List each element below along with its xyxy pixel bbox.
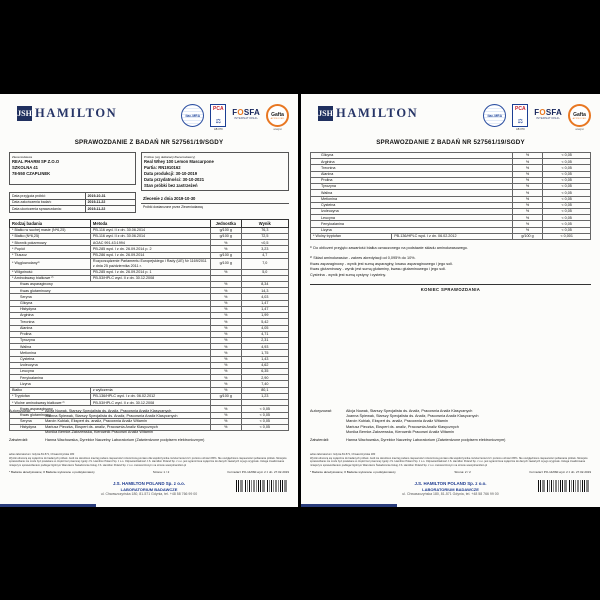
- cell-method: PB-53/HPLC wyd. II z dn. 30.12.2008: [90, 400, 210, 406]
- authorized-label: Autoryzował:: [310, 408, 332, 413]
- cell-value: 4,71: [241, 331, 288, 337]
- cell-label: Data ukończenia sprawozdania:: [10, 206, 86, 213]
- cell-unit: %: [512, 227, 543, 233]
- cell-value: 7,40: [241, 381, 288, 387]
- footer-legend: * Badanie akredytowane; # Badanie wykonane u podwykonawcy: [310, 470, 396, 474]
- cell-name: * Węglowodany¹⁾: [10, 258, 91, 269]
- cell-unit: %: [512, 153, 543, 159]
- cell-unit: %: [210, 337, 241, 343]
- fosfa-logo: [534, 108, 562, 120]
- hamilton-wordmark: HAMILTON: [336, 106, 419, 120]
- cell-unit: %: [210, 306, 241, 312]
- barcode-icon: [538, 480, 590, 492]
- cell-value: < 0,05: [543, 159, 591, 165]
- footnote-2: [310, 256, 591, 279]
- fosfa-subtitle: INTERNATIONAL: [536, 117, 561, 120]
- cell-name: Leucyna: [10, 369, 211, 375]
- bottom-accent-bar: [301, 504, 397, 507]
- cell-label: Data przyjęcia próbki:: [10, 193, 86, 200]
- dates-table: [9, 192, 136, 213]
- cell-value: 1,47: [241, 306, 288, 312]
- pca-glyph-icon: ⚖: [215, 119, 221, 125]
- cell-unit: %: [210, 246, 241, 252]
- cell-value: < 0,05: [543, 215, 591, 221]
- end-divider: [310, 284, 591, 285]
- cell-value: 1,99: [241, 313, 288, 319]
- report-page-1: [0, 94, 298, 507]
- pca-logo-icon: [512, 104, 528, 127]
- footer-legend: * Badanie akredytowane; # Badanie wykonane u podwykonawcy: [9, 470, 95, 474]
- pca-logo-icon: [210, 104, 226, 127]
- authorized-entries: [45, 409, 289, 436]
- sample-line: Real Whey 100 Lemon Mascarpone: [144, 158, 214, 164]
- cell-value: 1,75: [241, 350, 288, 356]
- cell-method: PB-53/HPLC wyd. II z dn. 30.12.2008: [90, 275, 210, 281]
- cell-value: 2,90: [241, 375, 288, 381]
- cell-name: Fenyloalanina: [10, 375, 211, 381]
- cell-name: Metionina: [311, 196, 513, 202]
- approved-person: Hanna Wachowska, Dyrektor Naczelny Laboratorium (Zatwierdzone podpisem elektronicznym): [346, 437, 506, 442]
- cell-name: Alanina: [10, 325, 211, 331]
- authorized-person: Alicja Nowak, Starszy Specjalista ds. Analiz, Pracownia Analiz Klasycznych: [346, 408, 473, 413]
- report-title: SPRAWOZDANIE Z BADAŃ NR 527561/19/SGDY: [376, 139, 525, 146]
- cell-unit: %: [210, 356, 241, 362]
- cell-unit: %: [210, 331, 241, 337]
- hamilton-wordmark: HAMILTON: [35, 106, 118, 120]
- cell-unit: %: [210, 375, 241, 381]
- company-lab: LABORATORIUM BADAWCZE: [422, 486, 479, 492]
- cell-name: Arginina: [10, 313, 211, 319]
- header-metoda: Metoda: [90, 219, 210, 227]
- cell-value: 14,3: [241, 288, 288, 294]
- cell-unit: %: [512, 208, 543, 214]
- cell-unit: %: [512, 221, 543, 227]
- cell-value: < 0,05: [241, 412, 288, 418]
- header-rodzaj-badania: Rodzaj badania: [10, 219, 91, 227]
- cell-name: Prolina: [311, 177, 513, 183]
- cell-value: < 0,05: [241, 406, 288, 412]
- cell-value: < 0,05: [543, 202, 591, 208]
- cell-name: Alanina: [311, 171, 513, 177]
- sample-line: Partia: RN1910162: [144, 164, 181, 170]
- accreditation-logos: [483, 104, 591, 131]
- cell-unit: %: [210, 300, 241, 306]
- cell-unit: %: [210, 281, 241, 287]
- cell-name: * Błonnik pokarmowy: [10, 240, 91, 246]
- footer-row: [9, 470, 289, 474]
- company-address: ul. Chwaszczyńska 180, 81-571 Gdynia, tel. +48 58 766 99 00: [402, 492, 499, 497]
- barcode-icon: [236, 480, 288, 492]
- cell-name: * Białko w suchej masie (N*6,25): [10, 227, 91, 233]
- disclaimer-paragraph: Wyniki odnoszą się wyłącznie do badanych próbek. Jeśli nie określono inaczej podano niepewność rozszerzoną pomiaru dla współczynnika rozszerzenia k=2 i poziomu ufności 95%. Nie uwzględniono niepewności pobierania próbek. Niniejsze sprawozdanie nie może być powielane w części bez pisemnej zgody J.S. Hamilton Poland Sp. z o.o. Odpowiedzialność J.S. Hamilton Poland Sp. z o.o. jest ograniczona wyłącznie do danych zawartych w jego oryginale. Usługa zrealizowana niniejszym sprawozdaniem podlega Ogólnym Warunkom Świadczenia Usług J.S. Hamilton Poland Sp. z o.o. zamieszczonym na stronie www.jshamilton.pl: [310, 456, 588, 467]
- table-row: [10, 193, 136, 200]
- header-wynik: Wynik: [241, 219, 288, 227]
- fosfa-logo: [232, 108, 260, 120]
- sample-lines: [144, 159, 286, 189]
- authorized-person: Mariusz Pieczka, Ekspert ds. analiz, Pracownia Analiz Klasycznych: [346, 424, 459, 429]
- cell-value: 4,03: [241, 294, 288, 300]
- authorized-entries: [346, 409, 591, 436]
- cell-name: Leucyna: [311, 215, 513, 221]
- cell-value: 2,31: [241, 337, 288, 343]
- cell-unit: %: [210, 412, 241, 418]
- cell-unit: %: [512, 159, 543, 165]
- page-number: Strona: 2 / 2: [454, 470, 471, 474]
- gafta-logo: [568, 104, 591, 131]
- cell-name: Kwas glutaminowy: [10, 288, 211, 294]
- sample-box: [141, 152, 289, 191]
- pca-glyph-icon: ⚖: [517, 119, 523, 125]
- cell-method: AOAC 991.43:1994: [90, 240, 210, 246]
- company-name: J.S. HAMILTON POLAND Sp. z o.o.: [112, 480, 186, 486]
- cell-name: Treonina: [311, 165, 513, 171]
- cell-value: < 0,05: [241, 418, 288, 424]
- cell-unit: %: [210, 269, 241, 275]
- cell-unit: %: [210, 369, 241, 375]
- page-number: Strona: 1 / 2: [152, 470, 170, 474]
- cell-method: PB-285 wyd. I z dn. 26.09.2014 p. 1: [90, 269, 210, 275]
- client-label: Zleceniodawca: [12, 154, 33, 159]
- cell-unit: %: [210, 350, 241, 356]
- cell-unit: %: [512, 215, 543, 221]
- cell-unit: %: [210, 406, 241, 412]
- cell-name: Walina: [311, 190, 513, 196]
- gafta-approved-label: APPROVED: [270, 117, 285, 120]
- sample-line: Data przydatności: 30-10-2021: [144, 176, 205, 182]
- cell-value: < 0,05: [543, 171, 591, 177]
- cell-unit: %: [210, 288, 241, 294]
- cell-value: < 0,05: [543, 153, 591, 159]
- cell-method: PB-136/HPLC wyd. I z dn. 06.02.2012: [392, 233, 512, 239]
- gafta-logo: [266, 104, 289, 131]
- cell-unit: %: [512, 196, 543, 202]
- cell-unit: g/100 g: [512, 233, 543, 239]
- cell-name: * Wolny tryptofan: [311, 233, 392, 239]
- cell-value: 7,0: [241, 258, 288, 269]
- hamilton-monogram-icon: JSH: [318, 106, 333, 121]
- report-page-2: [301, 94, 600, 507]
- cell-label: Data zakończenia badań:: [10, 199, 86, 206]
- client-line: SZKOLNA 41: [12, 164, 38, 170]
- cell-value: 6,35: [241, 369, 288, 375]
- cell-value: 4,7: [241, 252, 288, 258]
- approved-person: Hanna Wachowska, Dyrektor Naczelny Laboratorium (Zatwierdzone podpisem elektronicznym): [45, 437, 205, 442]
- hamilton-logo: [318, 106, 418, 121]
- authorized-label: Autoryzował:: [9, 408, 31, 413]
- cell-value: < 0,05: [543, 190, 591, 196]
- cell-unit: %: [210, 319, 241, 325]
- results-table-page2: [310, 152, 591, 240]
- cell-name: * Wilgotność: [10, 269, 91, 275]
- authorized-person: Marcin Kubiak, Ekspert ds. analiz, Pracownia Analiz Witamin: [45, 419, 147, 424]
- bottom-accent-bar: [0, 504, 96, 507]
- cell-name: * Wolne aminokwasy białkowe ²⁾: [10, 400, 91, 406]
- cell-value: < 0,05: [241, 425, 288, 431]
- cell-name: Cysteina: [311, 202, 513, 208]
- cell-unit: g/100 g: [210, 227, 241, 233]
- company-lab: LABORATORIUM BADAWCZE: [120, 486, 178, 492]
- cell-unit: g/100 g: [210, 234, 241, 240]
- cell-method: PB-286 wyd. I z dn. 26.09.2014: [90, 252, 210, 258]
- authorized-person: Monika Bernke-Zakrzewska, Kierownik Pracowni Analiz Witamin: [346, 429, 455, 434]
- cell-method: PB-116 wyd. II z dn. 30.06.2014: [90, 234, 210, 240]
- cell-method: PB-116 wyd. II z dn. 30.06.2014: [90, 227, 210, 233]
- sample-line: Data produkcji: 30-10-2019: [144, 170, 198, 176]
- pca-word: PCA: [515, 106, 526, 112]
- pca-accreditation-number: AB 079: [214, 128, 223, 131]
- gafta-approved-label: APPROVED: [572, 117, 587, 120]
- results-table-page1: [9, 219, 289, 431]
- disclaimer-paragraph: Wyniki odnoszą się wyłącznie do badanych próbek. Jeśli nie określono inaczej podano niepewność rozszerzoną pomiaru dla współczynnika rozszerzenia k=2 i poziomu ufności 95%. Nie uwzględniono niepewności pobierania próbek. Niniejsze sprawozdanie nie może być powielane w części bez pisemnej zgody J.S. Hamilton Poland Sp. z o.o. Odpowiedzialność J.S. Hamilton Poland Sp. z o.o. jest ograniczona wyłącznie do danych zawartych w jego oryginale. Usługa zrealizowana niniejszym sprawozdaniem podlega Ogólnym Warunkom Świadczenia Usług J.S. Hamilton Poland Sp. z o.o. zamieszczonym na stronie www.jshamilton.pl: [9, 456, 287, 467]
- cell-value: 1,47: [241, 300, 288, 306]
- cell-unit: %: [210, 240, 241, 246]
- cell-value: < 0,05: [543, 196, 591, 202]
- cell-unit: %: [210, 325, 241, 331]
- cell-value: 1,43: [241, 356, 288, 362]
- gafta-word: Gafta: [271, 111, 284, 118]
- cell-name: Kwas asparaginowy: [10, 406, 211, 412]
- cell-value: 2019-10-31: [85, 193, 135, 200]
- cell-unit: %: [512, 171, 543, 177]
- cell-name: Seryna: [10, 294, 211, 300]
- cell-method: Rozporządzenie Parlamentu Europejskiego i Rady (UE) Nr 1169/2011 z dnia 25 października 2011 r.: [90, 258, 210, 269]
- cell-name: Tyrozyna: [311, 184, 513, 190]
- client-box: [9, 152, 136, 185]
- disclaimer-text: [310, 453, 591, 467]
- cell-value: 4,93: [241, 344, 288, 350]
- cell-name: Glicyna: [311, 153, 513, 159]
- cell-name: * Tłuszcz: [10, 252, 91, 258]
- cell-value: 4,62: [241, 362, 288, 368]
- authorized-person: Joanna Śpiewak, Starszy Specjalista ds. Analiz, Pracownia Analiz Klasycznych: [45, 413, 178, 418]
- cell-name: Seryna: [10, 418, 211, 424]
- cell-method: PB-136/HPLC wyd. I z dn. 06.02.2012: [90, 393, 210, 399]
- cell-name: Treonina: [10, 319, 211, 325]
- gafta-ring-icon: [568, 104, 591, 127]
- cell-unit: %: [210, 387, 241, 393]
- header-jednostka: Jednostka: [210, 219, 241, 227]
- gafta-note: analyst: [273, 128, 282, 131]
- ilac-mra-logo-icon: ilac-MRA: [181, 104, 204, 127]
- client-line: 78-550 CZAPLINEK: [12, 170, 51, 176]
- gafta-ring-icon: [266, 104, 289, 127]
- cell-unit: %: [512, 184, 543, 190]
- delivery-note: Próbki dostarczone przez Zleceniodawcę: [141, 203, 289, 210]
- pca-logo: [210, 104, 226, 131]
- lab-address-line: adres laboratorium: Gdynia 81-571, Chwaszczyńska 180: [310, 452, 376, 456]
- results-header-row: [10, 219, 289, 227]
- page-header: [9, 94, 289, 132]
- fosfa-wordmark-icon: FOSFA: [534, 108, 562, 117]
- authorization-block: [310, 409, 591, 443]
- hamilton-logo: [17, 106, 117, 121]
- authorized-person: Marcin Kubiak, Ekspert ds. analiz, Pracownia Analiz Witamin: [346, 419, 448, 424]
- authorized-person: Joanna Śpiewak, Starszy Specjalista ds. Analiz, Pracownia Analiz Klasycznych: [346, 413, 479, 418]
- footer-row: [310, 470, 591, 474]
- lab-address-line: adres laboratorium: Gdynia 81-571, Chwaszczyńska 180: [9, 452, 75, 456]
- cell-name: Glicyna: [10, 300, 211, 306]
- cell-unit: %: [512, 202, 543, 208]
- company-address: ul. Chwaszczyńska 180, 81-571 Gdynia, tel. +48 58 766 99 00: [100, 492, 198, 497]
- cell-name: Prolina: [10, 331, 211, 337]
- company-name: J.S. HAMILTON POLAND Sp. z o.o.: [414, 480, 487, 486]
- gafta-note: analyst: [575, 128, 584, 131]
- cell-value: < 0,05: [543, 227, 591, 233]
- authorized-person: Monika Bernke-Zakrzewska, Kierownik Pracowni Analiz Witamin: [45, 429, 154, 434]
- report-title: SPRAWOZDANIE Z BADAŃ NR 527561/19/SGDY: [74, 139, 224, 146]
- form-number: Formularz PO-14/08d wyd. 2 z dn. 27.02.2019: [227, 470, 289, 474]
- accreditation-logos: [181, 104, 289, 131]
- pca-word: PCA: [213, 106, 224, 112]
- pca-accreditation-number: AB 079: [516, 128, 525, 131]
- disclaimer-text: [9, 453, 289, 467]
- cell-value: 3,23: [241, 246, 288, 252]
- page-header: [310, 94, 591, 132]
- cell-value: 2019-11-22: [85, 206, 135, 213]
- footnote-2-line: Cysteina - wynik jest sumą cystyny i cysteiny.: [310, 273, 387, 278]
- cell-method: z wyliczenia: [90, 387, 210, 393]
- cell-value: < 0,05: [543, 221, 591, 227]
- fosfa-wordmark-icon: FOSFA: [232, 108, 260, 117]
- cell-name: Arginina: [311, 159, 513, 165]
- order-date: Zlecenie z dnia 2019-10-30: [143, 196, 196, 202]
- footnote-2-line: Kwas asparaginowy - wynik jest sumą asparaginy, kwasu asparaginowego i jego soli.: [310, 261, 454, 266]
- cell-unit: %: [210, 418, 241, 424]
- cell-value: <0,5: [241, 240, 288, 246]
- cell-value: 1,23: [241, 393, 288, 399]
- footnote-2-line: Kwas glutaminowy - wynik jest sumą glutaminy, kwasu glutaminowego i jego soli.: [310, 267, 447, 272]
- cell-name: Lizyna: [311, 227, 513, 233]
- approved-label: Zatwierdził:: [9, 437, 29, 442]
- cell-value: < 0,05: [543, 165, 591, 171]
- cell-value: < 0,05: [543, 177, 591, 183]
- cell-unit: %: [512, 165, 543, 171]
- authorized-person: Mariusz Pieczka, Ekspert ds. analiz, Pracownia Analiz Klasycznych: [45, 424, 158, 429]
- cell-unit: %: [210, 294, 241, 300]
- cell-value: 8,34: [241, 281, 288, 287]
- footnote-1: ¹⁾ Do obliczeń przyjęto zawartość białka oznaczonego na podstawie składu aminokwasowego.: [310, 246, 468, 251]
- cell-value: 72,5: [241, 234, 288, 240]
- approved-label: Zatwierdził:: [310, 437, 330, 442]
- authorization-block: [9, 409, 289, 443]
- cell-unit: %: [210, 425, 241, 431]
- cell-unit: g/100 g: [210, 393, 241, 399]
- cell-name: * Popiół: [10, 246, 91, 252]
- cell-name: * Tryptofan: [10, 393, 91, 399]
- cell-name: Histydyna: [10, 425, 211, 431]
- cell-name: Histydyna: [10, 306, 211, 312]
- cell-value: < 0,05: [543, 184, 591, 190]
- cell-unit: %: [512, 190, 543, 196]
- cell-name: * Białko (N*6,25): [10, 234, 91, 240]
- cell-name: Lizyna: [10, 381, 211, 387]
- cell-name: Cysteina: [10, 356, 211, 362]
- cell-name: * Aminokwasy białkowe ²⁾: [10, 275, 91, 281]
- table-row: [10, 206, 136, 213]
- cell-unit: g/100 g: [210, 252, 241, 258]
- sample-label: Próbka: (wg deklaracji Zleceniodawcy): [144, 154, 196, 159]
- info-section: [9, 152, 289, 213]
- cell-name: Kwas asparaginowy: [10, 281, 211, 287]
- cell-name: Walina: [10, 344, 211, 350]
- table-row: [10, 258, 289, 269]
- cell-method: PB-285 wyd. I z dn. 26.09.2014 p. 2: [90, 246, 210, 252]
- cell-value: 5,42: [241, 319, 288, 325]
- cell-name: Fenyloalanina: [311, 221, 513, 227]
- fosfa-subtitle: INTERNATIONAL: [234, 117, 259, 120]
- cell-name: Izoleucyna: [10, 362, 211, 368]
- client-lines: [12, 159, 133, 177]
- cell-name: Tyrozyna: [10, 337, 211, 343]
- gafta-word: Gafta: [573, 111, 586, 118]
- cell-unit: %: [210, 313, 241, 319]
- cell-value: 80,1: [241, 387, 288, 393]
- ilac-mra-logo-icon: ilac-MRA: [483, 104, 506, 127]
- cell-unit: %: [210, 381, 241, 387]
- footnote-2-line: ²⁾ Skład aminokwasów - zakres akredytacji od 0,095% do 10%.: [310, 256, 416, 261]
- cell-unit: %: [512, 177, 543, 183]
- end-of-report-marker: KONIEC SPRAWOZDANIA: [420, 286, 481, 292]
- cell-name: Kwas glutaminowy: [10, 412, 211, 418]
- form-number: Formularz PO-14/08d wyd. 2 z dn. 27.02.2019: [529, 470, 591, 474]
- cell-value: < 0,05: [543, 208, 591, 214]
- cell-name: Metionina: [10, 350, 211, 356]
- cell-value: < 0,001: [543, 233, 591, 239]
- cell-value: 5,0: [241, 269, 288, 275]
- cell-unit: %: [210, 344, 241, 350]
- authorized-person: Alicja Nowak, Starszy Specjalista ds. Analiz, Pracownia Analiz Klasycznych: [45, 408, 172, 413]
- hamilton-monogram-icon: JSH: [17, 106, 32, 121]
- table-row: [311, 233, 591, 239]
- cell-value: 76,3: [241, 227, 288, 233]
- client-line: REAL PHARM SP Z.O.O: [12, 158, 60, 164]
- sample-line: Stan próbki bez zastrzeżeń: [144, 182, 198, 188]
- cell-name: Białko: [10, 387, 91, 393]
- cell-unit: %: [210, 362, 241, 368]
- cell-name: Izoleucyna: [311, 208, 513, 214]
- table-row: [10, 199, 136, 206]
- cell-value: 4,05: [241, 325, 288, 331]
- pca-logo: [512, 104, 528, 131]
- cell-unit: g/100 g: [210, 258, 241, 269]
- cell-value: 2019-11-22: [85, 199, 135, 206]
